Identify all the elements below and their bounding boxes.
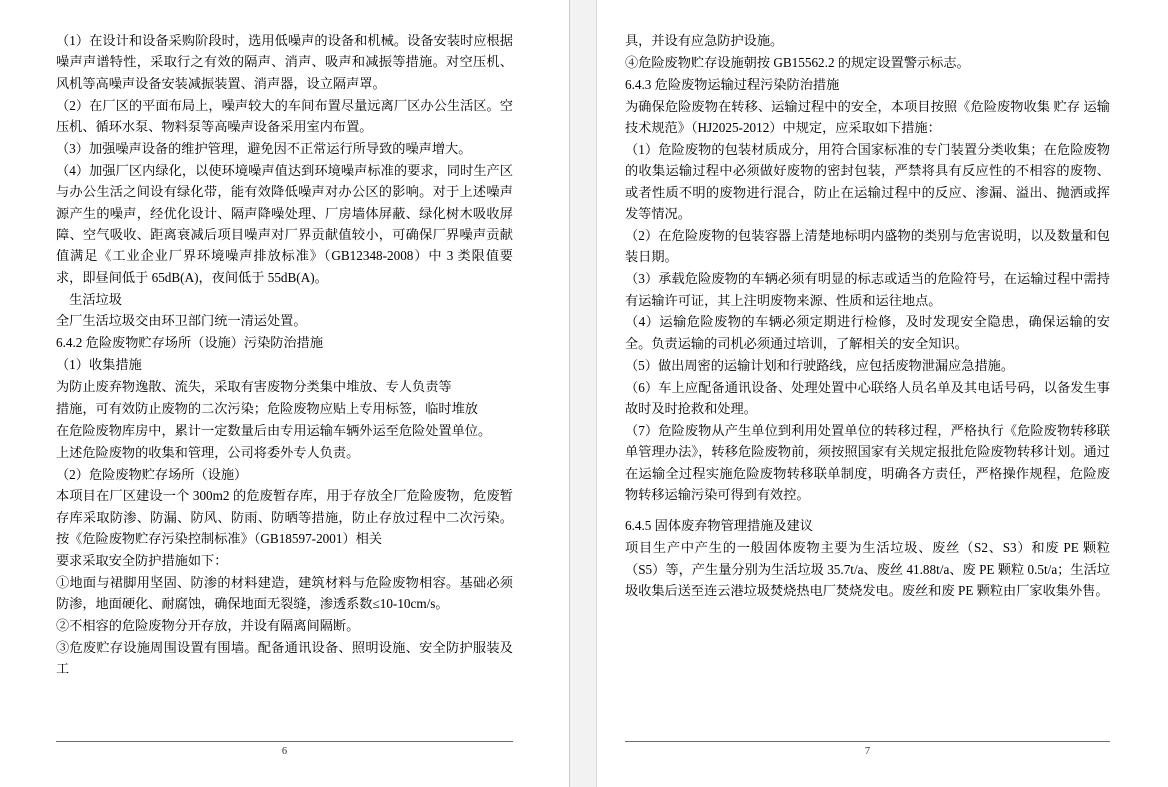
paragraph: （4）运输危险废物的车辆必须定期进行检修，及时发现安全隐患，确保运输的安全。负责运输的司机必须通过培训，了解相关的安全知识。 (625, 314, 1110, 351)
page-footer (625, 741, 1110, 757)
paragraph: （1）收集措施 (56, 357, 142, 373)
paragraph: （6）车上应配备通讯设备、处理处置中心联络人员名单及其电话号码，以备发生事故时及时抢救和处理。 (625, 379, 1110, 416)
page-number: 7 (864, 746, 871, 757)
section-heading: 6.4.5 固体废弃物管理措施及建议 (625, 518, 813, 534)
page-right (597, 0, 1168, 787)
paragraph: ①地面与裙脚用坚固、防渗的材料建造，建筑材料与危险废物相容。基础必须防渗，地面硬化、耐腐蚀，确保地面无裂缝，渗透系数≤10-10cm/s。 (56, 574, 513, 612)
paragraph: 措施，可有效防止废物的二次污染；危险废物应贴上专用标签，临时堆放 (56, 400, 478, 416)
paragraph: （2）在厂区的平面布局上，噪声较大的车间布置尽量远离厂区办公生活区。空压机、循环水泵、物料泵等高噪声设备采用室内布置。 (56, 97, 513, 134)
paragraph: 项目生产中产生的一般固体废物主要为生活垃圾、废丝（S2、S3）和废 PE 颗粒（S5）等，产生量分别为生活垃圾 35.7t/a、废丝 41.88t/a、废 PE 颗粒 0.5t/a；生活垃圾收集后送至连云港垃圾焚烧热电厂焚烧发电。废丝和废 PE 颗粒由厂家收集外售。 (625, 540, 1110, 598)
section-heading: 6.4.3 危险废物运输过程污染防治措施 (625, 76, 840, 92)
paragraph: 在危险废物库房中，累计一定数量后由专用运输车辆外运至危险处置单位。 (56, 422, 492, 438)
paragraph: 要求采取安全防护措施如下： (56, 553, 228, 568)
page-right-content (597, 0, 1168, 787)
paragraph: ④危险废物贮存设施朝按 GB15562.2 的规定设置警示标志。 (625, 54, 970, 70)
paragraph: （1）在设计和设备采购阶段时，选用低噪声的设备和机械。设备安装时应根据噪声声谱特性，采取行之有效的隔声、消声、吸声和减振等措施。对空压机、风机等高噪声设备安装减振装置、消声器，设立隔声罩。 (56, 33, 513, 91)
paragraph: （3）承载危险废物的车辆必须有明显的标志或适当的危险符号，在运输过程中需持有运输许可证，其上注明废物来源、性质和运往地点。 (625, 271, 1110, 308)
paragraph: （5）做出周密的运输计划和行驶路线，应包括废物泄漏应急措施。 (625, 357, 1015, 373)
paragraph: 全厂生活垃圾交由环卫部门统一清运处置。 (56, 313, 307, 329)
paragraph: 生活垃圾 (56, 291, 122, 307)
paragraph: ③危废贮存设施周围设置有围墙。配备通讯设备、照明设施、安全防护服装及工 (56, 640, 513, 677)
page-number: 6 (281, 746, 288, 757)
section-heading: 6.4.2 危险废物贮存场所（设施）污染防治措施 (56, 335, 324, 351)
paragraph: 为确保危险废物在转移、运输过程中的安全，本项目按照《危险废物收集 贮存 运输技术规范》（HJ2025-2012）中规定，应采取如下措施： (625, 98, 1110, 135)
paragraph: 为防止废弃物逸散、流失，采取有害废物分类集中堆放、专人负责等 (56, 379, 452, 394)
page-left-body (56, 30, 513, 680)
page-right-body (625, 30, 1110, 601)
page-footer (56, 741, 513, 757)
paragraph: （7）危险废物从产生单位到利用处置单位的转移过程，严格执行《危险废物转移联单管理办法》，转移危险废物前，须按照国家有关规定报批危险废物转移计划。通过在运输全过程实施危险废物转移联单制度，明确各方责任，严格操作规程，危险废物转移运输污染可得到有效控。 (625, 422, 1110, 502)
page-gutter (570, 0, 597, 787)
paragraph: ②不相容的危险废物分开存放，并设有隔离间隔断。 (56, 618, 360, 634)
paragraph: （1）危险废物的包装材质成分，用符合国家标准的专门装置分类收集；在危险废物的收集运输过程中必须做好废物的密封包装，严禁将具有反应性的不相容的废物、或者性质不明的废物进行混合，防止在运输过程中的反应、渗漏、溢出、抛洒或挥发等情况。 (625, 141, 1110, 221)
paragraph: 上述危险废物的收集和管理，公司将委外专人负责。 (56, 444, 360, 460)
paragraph: （2）危险废物贮存场所（设施） (56, 466, 248, 482)
paragraph: 本项目在厂区建设一个 300m2 的危废暂存库，用于存放全厂危险废物，危废暂存库采取防渗、防漏、防风、防雨、防晒等措施，防止存放过程中二次污染。按《危险废物贮存污染控制标准》（GB18597-2001）相关 (56, 488, 513, 547)
paragraph: 具，并设有应急防护设施。 (625, 33, 784, 48)
page-left (0, 0, 570, 787)
paragraph: （3）加强噪声设备的维护管理，避免因不正常运行所导致的噪声增大。 (56, 140, 472, 156)
page-left-content (0, 0, 569, 787)
paragraph: （4）加强厂区内绿化，以使环境噪声值达到环境噪声标准的要求，同时生产区与办公生活之间设有绿化带，能有效降低噪声对办公区的影响。对于上述噪声源产生的噪声，经优化设计、隔声降噪处理、厂房墙体屏蔽、绿化树木吸收屏障、空气吸收、距离衰减后项目噪声对厂界贡献值较小，可确保厂界噪声贡献值满足《工业企业厂界环境噪声排放标准》（GB12348-2008）中 3 类限值要求，即昼间低于 65dB(A)，夜间低于 55dB(A)。 (56, 162, 513, 285)
paragraph: （2）在危险废物的包装容器上清楚地标明内盛物的类别与危害说明，以及数量和包装日期。 (625, 227, 1110, 265)
